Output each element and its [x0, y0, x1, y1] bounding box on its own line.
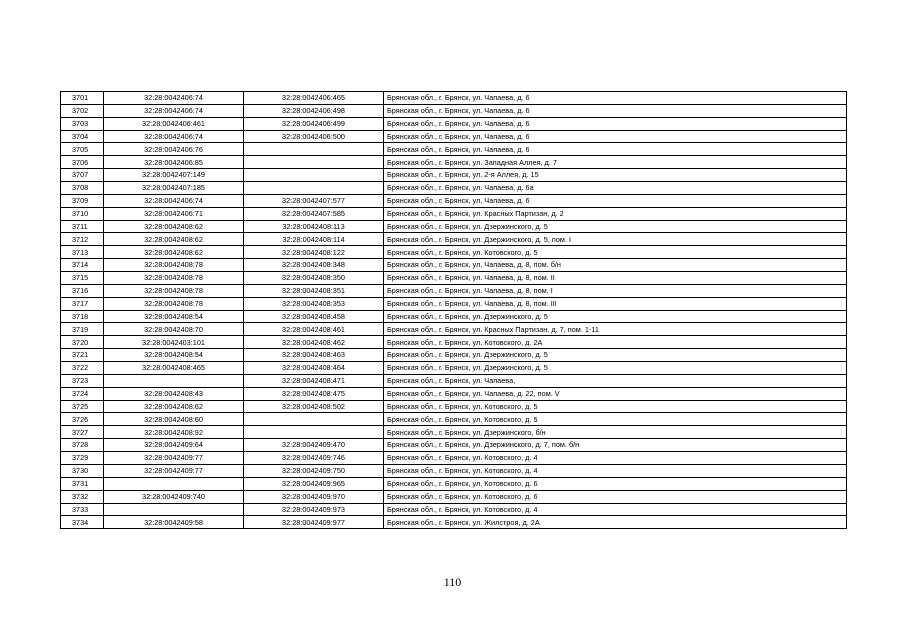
row-number-cell: 3709: [61, 194, 104, 207]
address-cell: Брянская обл., г. Брянск, ул. Котовского, д. 5: [384, 400, 847, 413]
table-row: [61, 92, 847, 105]
row-number-cell: 3705: [61, 143, 104, 156]
table-row: [61, 182, 847, 195]
table-row: [61, 246, 847, 259]
object-cadastral-number-cell: [244, 413, 384, 426]
cadastral-number-cell: 32:28:0042403:101: [104, 336, 244, 349]
cadastral-number-cell: 32:28:0042408:62: [104, 246, 244, 259]
address-cell: Брянская обл., г. Брянск, ул. Чапаева, д. 6а: [384, 182, 847, 195]
object-cadastral-number-cell: 32:28:0042409:965: [244, 477, 384, 490]
cadastral-number-cell: 32:28:0042406:85: [104, 156, 244, 169]
cadastral-number-cell: 32:28:0042408:54: [104, 349, 244, 362]
row-number-cell: 3712: [61, 233, 104, 246]
cadastral-number-cell: 32:28:0042408:78: [104, 297, 244, 310]
cadastral-number-cell: 32:28:0042406:74: [104, 92, 244, 105]
cadastral-number-cell: [104, 503, 244, 516]
cadastral-number-cell: 32:28:0042408:92: [104, 426, 244, 439]
row-number-cell: 3719: [61, 323, 104, 336]
address-cell: Брянская обл., г. Брянск, ул. Чапаева, д. 6: [384, 143, 847, 156]
table-row: [61, 426, 847, 439]
object-cadastral-number-cell: 32:28:0042408:461: [244, 323, 384, 336]
cadastral-number-cell: 32:28:0042408:78: [104, 272, 244, 285]
cadastral-number-cell: 32:28:0042408:60: [104, 413, 244, 426]
object-cadastral-number-cell: 32:28:0042408:471: [244, 374, 384, 387]
table-row: [61, 349, 847, 362]
address-cell: Брянская обл., г. Брянск, ул. Жилстроя, д. 2А: [384, 516, 847, 529]
cadastral-number-cell: 32:28:0042408:62: [104, 220, 244, 233]
cadastral-number-cell: 32:28:0042407:149: [104, 169, 244, 182]
address-cell: Брянская обл., г. Брянск, ул. Чапаева,: [384, 374, 847, 387]
object-cadastral-number-cell: 32:28:0042408:502: [244, 400, 384, 413]
table-row: [61, 336, 847, 349]
address-cell: Брянская обл., г. Брянск, ул. Красных Партизан, д. 2: [384, 207, 847, 220]
cadastral-number-cell: 32:28:0042408:78: [104, 259, 244, 272]
row-number-cell: 3723: [61, 374, 104, 387]
cadastral-number-cell: 32:28:0042406:74: [104, 104, 244, 117]
address-cell: Брянская обл., г. Брянск, ул. Чапаева, д. 6: [384, 117, 847, 130]
row-number-cell: 3714: [61, 259, 104, 272]
table-row: [61, 323, 847, 336]
cadastral-number-cell: 32:28:0042409:58: [104, 516, 244, 529]
row-number-cell: 3721: [61, 349, 104, 362]
object-cadastral-number-cell: 32:28:0042409:470: [244, 439, 384, 452]
row-number-cell: 3728: [61, 439, 104, 452]
object-cadastral-number-cell: 32:28:0042409:970: [244, 490, 384, 503]
table-row: [61, 259, 847, 272]
row-number-cell: 3717: [61, 297, 104, 310]
object-cadastral-number-cell: 32:28:0042408:351: [244, 284, 384, 297]
table-row: [61, 413, 847, 426]
address-cell: Брянская обл., г. Брянск, ул. Чапаева, д. 8, пом. III: [384, 297, 847, 310]
table-row: [61, 233, 847, 246]
address-cell: Брянская обл., г. Брянск, ул. Дзержинского, д. 5: [384, 310, 847, 323]
address-cell: Брянская обл., г. Брянск, ул. Чапаева, д. 8, пом. I: [384, 284, 847, 297]
table-row: [61, 143, 847, 156]
object-cadastral-number-cell: 32:28:0042406:465: [244, 92, 384, 105]
row-number-cell: 3720: [61, 336, 104, 349]
address-cell: Брянская обл., г. Брянск, ул. Котовского, д. 6: [384, 490, 847, 503]
row-number-cell: 3708: [61, 182, 104, 195]
row-number-cell: 3729: [61, 452, 104, 465]
row-number-cell: 3702: [61, 104, 104, 117]
cadastral-number-cell: 32:28:0042406:74: [104, 194, 244, 207]
cadastral-number-cell: 32:28:0042409:64: [104, 439, 244, 452]
object-cadastral-number-cell: 32:28:0042406:500: [244, 130, 384, 143]
table-row: [61, 156, 847, 169]
object-cadastral-number-cell: 32:28:0042406:499: [244, 117, 384, 130]
address-cell: Брянская обл., г. Брянск, ул. Дзержинского, д. 5: [384, 349, 847, 362]
address-cell: Брянская обл., г. Брянск, ул. Котовского, д. 4: [384, 503, 847, 516]
object-cadastral-number-cell: 32:28:0042407:585: [244, 207, 384, 220]
object-cadastral-number-cell: 32:28:0042408:122: [244, 246, 384, 259]
row-number-cell: 3730: [61, 464, 104, 477]
table-row: [61, 104, 847, 117]
address-cell: Брянская обл., г. Брянск, ул. Чапаева, д. 6: [384, 130, 847, 143]
cadastral-number-cell: [104, 374, 244, 387]
table-row: [61, 284, 847, 297]
table-row: [61, 503, 847, 516]
table-row: [61, 439, 847, 452]
object-cadastral-number-cell: 32:28:0042409:973: [244, 503, 384, 516]
cadastral-number-cell: 32:28:0042408:54: [104, 310, 244, 323]
table-row: [61, 452, 847, 465]
row-number-cell: 3710: [61, 207, 104, 220]
row-number-cell: 3725: [61, 400, 104, 413]
cadastral-number-cell: 32:28:0042406:76: [104, 143, 244, 156]
row-number-cell: 3706: [61, 156, 104, 169]
row-number-cell: 3724: [61, 387, 104, 400]
address-cell: Брянская обл., г. Брянск, ул. Дзержинского, д. 5: [384, 362, 847, 375]
object-cadastral-number-cell: 32:28:0042408:353: [244, 297, 384, 310]
table-row: [61, 169, 847, 182]
address-cell: Брянская обл., г. Брянск, ул. Котовского, д. 4: [384, 452, 847, 465]
table-row: [61, 387, 847, 400]
table-row: [61, 400, 847, 413]
row-number-cell: 3734: [61, 516, 104, 529]
address-cell: Брянская обл., г. Брянск, ул. Котовского, д. 5: [384, 413, 847, 426]
object-cadastral-number-cell: 32:28:0042407:577: [244, 194, 384, 207]
cadastral-number-cell: 32:28:0042408:465: [104, 362, 244, 375]
table-row: [61, 362, 847, 375]
registry-table-body: [61, 92, 847, 529]
address-cell: Брянская обл., г. Брянск, ул. Чапаева, д. 8, пом. б/н: [384, 259, 847, 272]
object-cadastral-number-cell: 32:28:0042408:348: [244, 259, 384, 272]
object-cadastral-number-cell: 32:28:0042409:977: [244, 516, 384, 529]
table-row: [61, 374, 847, 387]
row-number-cell: 3711: [61, 220, 104, 233]
address-cell: Брянская обл., г. Брянск, ул. Котовского, д. 2А: [384, 336, 847, 349]
registry-table: [60, 91, 847, 529]
cadastral-number-cell: 32:28:0042406:461: [104, 117, 244, 130]
row-number-cell: 3716: [61, 284, 104, 297]
object-cadastral-number-cell: 32:28:0042409:750: [244, 464, 384, 477]
cadastral-number-cell: [104, 477, 244, 490]
row-number-cell: 3732: [61, 490, 104, 503]
object-cadastral-number-cell: 32:28:0042408:475: [244, 387, 384, 400]
address-cell: Брянская обл., г. Брянск, ул. 2-я Аллея, д. 15: [384, 169, 847, 182]
table-row: [61, 310, 847, 323]
address-cell: Брянская обл., г. Брянск, ул. Чапаева, д. 8, пом. II: [384, 272, 847, 285]
cadastral-number-cell: 32:28:0042406:74: [104, 130, 244, 143]
object-cadastral-number-cell: 32:28:0042408:458: [244, 310, 384, 323]
cadastral-number-cell: 32:28:0042409:740: [104, 490, 244, 503]
row-number-cell: 3704: [61, 130, 104, 143]
object-cadastral-number-cell: [244, 426, 384, 439]
table-row: [61, 194, 847, 207]
cadastral-number-cell: 32:28:0042408:62: [104, 233, 244, 246]
object-cadastral-number-cell: [244, 156, 384, 169]
row-number-cell: 3701: [61, 92, 104, 105]
row-number-cell: 3718: [61, 310, 104, 323]
address-cell: Брянская обл., г. Брянск, ул. Чапаева, д. 22, пом. V: [384, 387, 847, 400]
table-row: [61, 130, 847, 143]
cadastral-number-cell: 32:28:0042409:77: [104, 464, 244, 477]
page-number: 110: [443, 575, 462, 589]
cadastral-number-cell: 32:28:0042408:78: [104, 284, 244, 297]
address-cell: Брянская обл., г. Брянск, ул. Котовского, д. 5: [384, 246, 847, 259]
table-row: [61, 272, 847, 285]
row-number-cell: 3726: [61, 413, 104, 426]
address-cell: Брянская обл., г. Брянск, ул. Западная Аллея, д. 7: [384, 156, 847, 169]
cadastral-number-cell: 32:28:0042406:71: [104, 207, 244, 220]
table-row: [61, 464, 847, 477]
cadastral-number-cell: 32:28:0042408:43: [104, 387, 244, 400]
table-row: [61, 490, 847, 503]
row-number-cell: 3715: [61, 272, 104, 285]
table-row: [61, 117, 847, 130]
table-row: [61, 477, 847, 490]
address-cell: Брянская обл., г. Брянск, ул. Чапаева, д. 6: [384, 92, 847, 105]
object-cadastral-number-cell: 32:28:0042409:746: [244, 452, 384, 465]
object-cadastral-number-cell: 32:28:0042408:464: [244, 362, 384, 375]
cadastral-number-cell: 32:28:0042407:185: [104, 182, 244, 195]
row-number-cell: 3727: [61, 426, 104, 439]
table-row: [61, 207, 847, 220]
table-row: [61, 516, 847, 529]
address-cell: Брянская обл., г. Брянск, ул. Чапаева, д. 6: [384, 104, 847, 117]
object-cadastral-number-cell: 32:28:0042408:113: [244, 220, 384, 233]
address-cell: Брянская обл., г. Брянск, ул. Дзержинского, д. 7, пом. б/н: [384, 439, 847, 452]
object-cadastral-number-cell: 32:28:0042406:498: [244, 104, 384, 117]
object-cadastral-number-cell: 32:28:0042408:463: [244, 349, 384, 362]
row-number-cell: 3713: [61, 246, 104, 259]
address-cell: Брянская обл., г. Брянск, ул. Котовского, д. 4: [384, 464, 847, 477]
row-number-cell: 3733: [61, 503, 104, 516]
table-row: [61, 220, 847, 233]
row-number-cell: 3731: [61, 477, 104, 490]
object-cadastral-number-cell: [244, 143, 384, 156]
object-cadastral-number-cell: 32:28:0042408:462: [244, 336, 384, 349]
cadastral-number-cell: 32:28:0042408:62: [104, 400, 244, 413]
address-cell: Брянская обл., г. Брянск, ул. Котовского, д. 6: [384, 477, 847, 490]
cadastral-number-cell: 32:28:0042409:77: [104, 452, 244, 465]
row-number-cell: 3703: [61, 117, 104, 130]
cadastral-number-cell: 32:28:0042408:70: [104, 323, 244, 336]
object-cadastral-number-cell: 32:28:0042408:114: [244, 233, 384, 246]
address-cell: Брянская обл., г. Брянск, ул. Красных Партизан, д. 7, пом. 1-11: [384, 323, 847, 336]
row-number-cell: 3707: [61, 169, 104, 182]
table-row: [61, 297, 847, 310]
object-cadastral-number-cell: [244, 182, 384, 195]
address-cell: Брянская обл., г. Брянск, ул. Дзержинского, д. 5: [384, 220, 847, 233]
address-cell: Брянская обл., г. Брянск, ул. Дзержинского, б/н: [384, 426, 847, 439]
object-cadastral-number-cell: 32:28:0042408:350: [244, 272, 384, 285]
address-cell: Брянская обл., г. Брянск, ул. Чапаева, д. 6: [384, 194, 847, 207]
object-cadastral-number-cell: [244, 169, 384, 182]
address-cell: Брянская обл., г. Брянск, ул. Дзержинского, д. 5, пом. I: [384, 233, 847, 246]
row-number-cell: 3722: [61, 362, 104, 375]
